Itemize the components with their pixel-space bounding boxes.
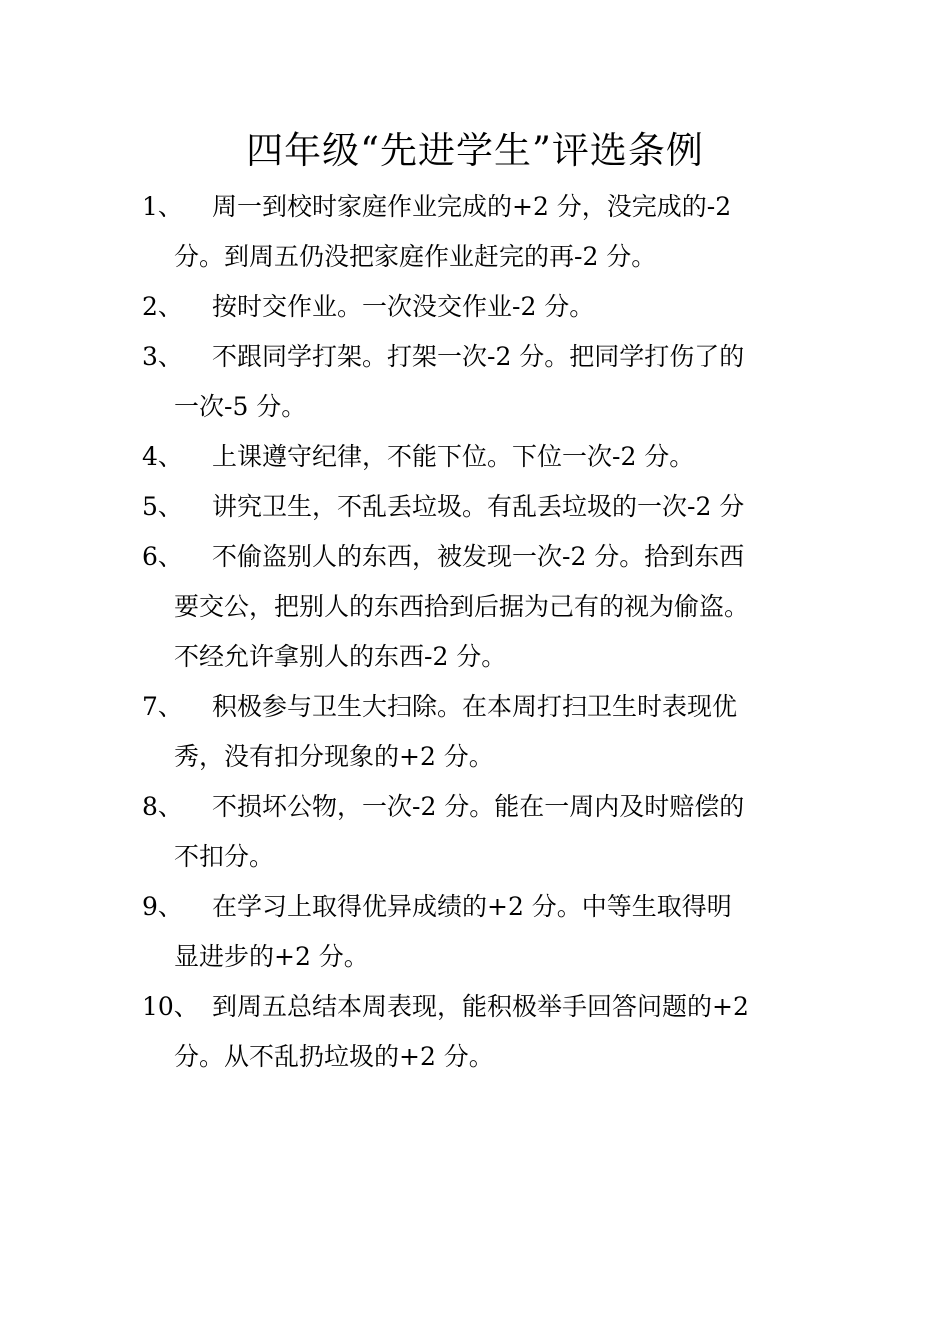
rule-text: 一次-5 分。 [174, 392, 307, 421]
rule-item [142, 432, 842, 482]
rule-item [142, 532, 842, 682]
rule-text: 分。到周五仍没把家庭作业赶完的再-2 分。 [174, 242, 657, 271]
rule-text: 积极参与卫生大扫除。在本周打扫卫生时表现优 [212, 692, 738, 721]
rule-number: 8、 [142, 792, 183, 821]
rule-text: 不经允许拿别人的东西-2 分。 [174, 642, 507, 671]
rule-text: 秀，没有扣分现象的+2 分。 [174, 742, 494, 771]
rule-item [142, 182, 842, 282]
rule-text: 到周五总结本周表现，能积极举手回答问题的+2 [212, 992, 749, 1021]
rule-number: 1、 [142, 192, 183, 221]
rules-list [142, 182, 842, 1082]
rule-item [142, 682, 842, 782]
rule-text: 显进步的+2 分。 [174, 942, 369, 971]
rule-text: 不偷盗别人的东西，被发现一次-2 分。拾到东西 [212, 542, 745, 571]
rule-item [142, 332, 842, 432]
document-title: 四年级“先进学生”评选条例 [246, 129, 704, 172]
rule-number: 10、 [142, 992, 199, 1021]
rule-text: 上课遵守纪律，不能下位。下位一次-2 分。 [212, 442, 695, 471]
rule-number: 5、 [142, 492, 183, 521]
rule-text: 分。从不乱扔垃圾的+2 分。 [174, 1042, 494, 1071]
rule-number: 6、 [142, 542, 183, 571]
rule-item [142, 782, 842, 882]
rule-number: 4、 [142, 442, 183, 471]
rule-number: 3、 [142, 342, 183, 371]
rule-item [142, 282, 842, 332]
rule-text: 讲究卫生，不乱丢垃圾。有乱丢垃圾的一次-2 分 [212, 492, 745, 521]
rule-text: 在学习上取得优异成绩的+2 分。中等生取得明 [212, 892, 732, 921]
rule-number: 9、 [142, 892, 183, 921]
rule-text: 要交公，把别人的东西拾到后据为己有的视为偷盗。 [174, 592, 750, 621]
rule-text: 按时交作业。一次没交作业-2 分。 [212, 292, 595, 321]
rule-number: 7、 [142, 692, 183, 721]
rule-text: 周一到校时家庭作业完成的+2 分，没完成的-2 [212, 192, 732, 221]
rule-item [142, 482, 842, 532]
rule-text: 不扣分。 [174, 842, 275, 871]
rule-text: 不跟同学打架。打架一次-2 分。把同学打伤了的 [212, 342, 745, 371]
rule-item [142, 882, 842, 982]
rule-number: 2、 [142, 292, 183, 321]
rule-text: 不损坏公物，一次-2 分。能在一周内及时赔偿的 [212, 792, 745, 821]
rule-item [142, 982, 842, 1082]
